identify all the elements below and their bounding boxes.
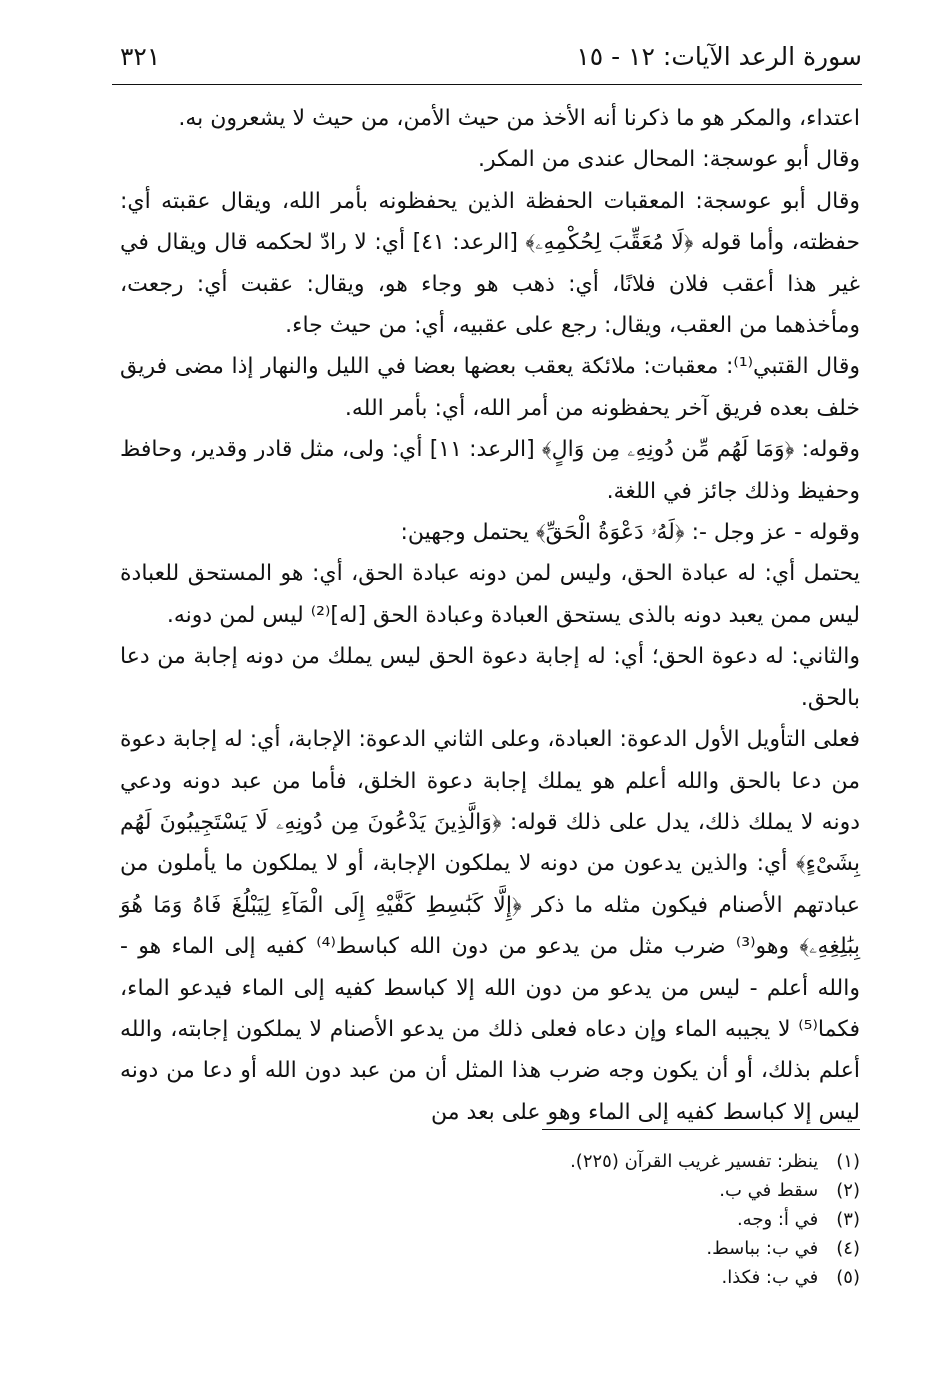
footnote xyxy=(400,1205,860,1234)
footnote-text: ينظر: تفسير غريب القرآن (٢٢٥). xyxy=(570,1151,819,1172)
paragraph: وقوله: ﴿وَمَا لَهُم مِّن دُونِهِۦ مِن وَالٍ﴾ [الرعد: ١١] أي: ولى، مثل قادر وقدير، وحافظ وحفيظ وذلك جائز في اللغة. xyxy=(120,437,861,504)
paragraph: وقوله - عز وجل -: ﴿لَهُۥ دَعْوَةُ الْحَقِّ﴾ يحتمل وجهين: xyxy=(400,520,860,546)
footnote-number: (٥) xyxy=(836,1267,860,1288)
paragraph: اعتداء، والمكر هو ما ذكرنا أنه الأخذ من حيث الأمن، من حيث لا يشعرون به. xyxy=(178,106,860,131)
paragraph: وقال القتبي⁽¹⁾: معقبات: ملائكة يعقب بعضها بعضا في الليل والنهار إذا مضى فريق خلف بعده فريق آخر يحفظونه من أمر الله، أي: بأمر الله. xyxy=(120,354,860,421)
footnote-number: (٣) xyxy=(836,1209,860,1230)
paragraph: والثاني: له دعوة الحق؛ أي: له إجابة دعوة الحق ليس يملك من دونه إجابة من دعا بالحق. xyxy=(120,644,860,711)
footnotes xyxy=(400,1147,860,1292)
footnote-number: (٤) xyxy=(836,1238,860,1259)
footnote-text: في ب: بباسط. xyxy=(706,1238,819,1259)
footnote-number: (٢) xyxy=(836,1180,860,1201)
paragraph: وقال أبو عوسجة: المحال عندى من المكر. xyxy=(477,147,860,173)
footnote xyxy=(400,1176,860,1205)
footnote xyxy=(400,1263,860,1292)
footnote-text: في ب: فكذا. xyxy=(721,1267,819,1288)
paragraph: وقال أبو عوسجة: المعقبات الحفظة الذين يحفظونه بأمر الله، ويقال عقبته أي: حفظته، وأما قوله ﴿لَا مُعَقِّبَ لِحُكْمِهِۦ﴾ [الرعد: ٤١] أي: لا رادّ لحكمه قال ويقال في غير هذا أعقب فلان فلانًا، أي: ذهب هو وجاء هو، ويقال: عقبت أي: رجعت، ومأخذهما من العقب، ويقال: رجع على عقبيه، أي: من حيث جاء. xyxy=(120,188,860,339)
paragraph: فعلى التأويل الأول الدعوة: العبادة، وعلى الثاني الدعوة: الإجابة، أي: له إجابة دعوة من دعا بالحق والله أعلم هو يملك إجابة دعوة الخلق، فأما من عبد دونه ودعي دونه لا يملك ذلك، يدل على ذلك قوله: ﴿وَالَّذِينَ يَدْعُونَ مِن دُونِهِۦ لَا يَسْتَجِيبُونَ لَهُم بِشَىْءٍ﴾ أي: والذين يدعون من دونه لا يملكون الإجابة، أو لا يملكون ما يأملون من عبادتهم الأصنام فيكون مثله ما ذكر ﴿إِلَّا كَبَٰسِطِ كَفَّيْهِ إِلَى الْمَآءِ لِيَبْلُغَ فَاهُ وَمَا هُوَ بِبَٰلِغِهِۦ﴾ وهو⁽³⁾ ضرب مثل من يدعو من دون الله كباسط⁽⁴⁾ كفيه إلى الماء هو - والله أعلم - ليس من يدعو من دون الله إلا كباسط كفيه إلى الماء فيدعو الماء، فكما⁽⁵⁾ لا يجيبه الماء وإن دعاه فعلى ذلك من يدعو الأصنام لا يملكون إجابته، والله أعلم بذلك، أو أن يكون وجه ضرب هذا المثل أن من عبد دون الله أو دعا من دونه ليس إلا كباسط كفيه إلى الماء وهو على بعد من xyxy=(120,727,860,1125)
footnote xyxy=(400,1147,860,1176)
footnote-separator xyxy=(542,1129,860,1130)
running-title: سورة الرعد الآيات: ١٢ - ١٥ xyxy=(576,42,862,71)
footnote xyxy=(400,1234,860,1263)
footnote-text: سقط في ب. xyxy=(719,1180,819,1201)
page-header xyxy=(112,34,862,85)
paragraph: يحتمل أي: له عبادة الحق، وليس لمن دونه عبادة الحق، أي: هو المستحق للعبادة ليس ممن يعبد دونه بالذى يستحق العبادة وعبادة الحق [له]⁽²⁾ ليس لمن دونه. xyxy=(120,561,860,628)
footnote-number: (١) xyxy=(836,1151,860,1172)
footnote-text: في أ: وجه. xyxy=(736,1209,819,1230)
main-text xyxy=(120,98,860,1133)
page-number: ٣٢١ xyxy=(120,42,161,71)
